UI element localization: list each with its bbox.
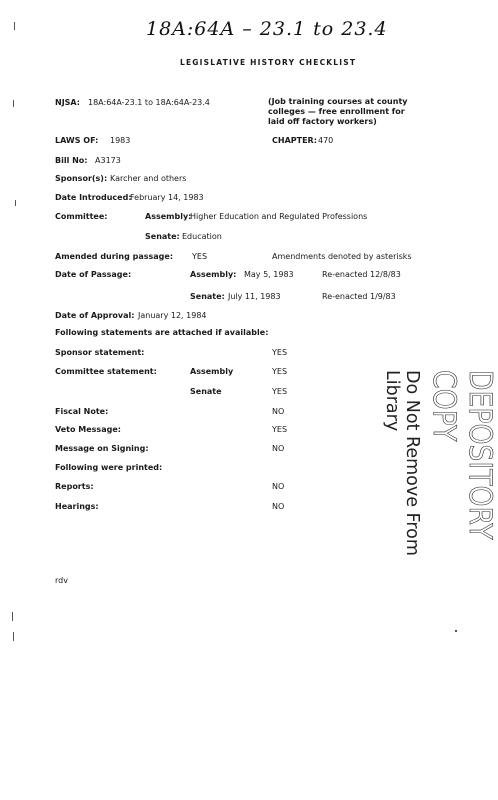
veto-message-value: YES	[272, 425, 288, 434]
page-title: LEGISLATIVE HISTORY CHECKLIST	[180, 58, 357, 67]
njsa-value: 18A:64A-23.1 to 18A:64A-23.4	[88, 98, 210, 107]
veto-message-label: Veto Message:	[55, 425, 121, 434]
scan-mark	[15, 200, 16, 206]
passage-label: Date of Passage:	[55, 270, 132, 279]
signing-message-label: Message on Signing:	[55, 444, 149, 453]
signing-message-value: NO	[272, 444, 285, 453]
njsa-description: (Job training courses at county colleges — free enrollment for laid off factory workers)	[268, 97, 408, 126]
laws-of-value: 1983	[110, 136, 131, 145]
njsa-label: NJSA:	[55, 98, 80, 107]
committee-label: Committee:	[55, 212, 108, 221]
committee-statement-assembly-value: YES	[272, 367, 288, 376]
hearings-label: Hearings:	[55, 502, 99, 511]
scan-mark	[13, 632, 14, 641]
approval-label: Date of Approval:	[55, 311, 135, 320]
committee-assembly-label: Assembly:	[145, 212, 192, 221]
date-introduced-label: Date Introduced:	[55, 193, 132, 202]
depository-stamp	[382, 370, 498, 580]
passage-assembly-value: May 5, 1983	[244, 270, 294, 279]
passage-senate-value: July 11, 1983	[228, 292, 281, 301]
scan-mark	[14, 22, 15, 30]
committee-statement-assembly-label: Assembly	[190, 367, 234, 376]
amended-value: YES	[192, 252, 208, 261]
laws-of-label: LAWS OF:	[55, 136, 99, 145]
bill-no-label: Bill No:	[55, 156, 88, 165]
amended-note: Amendments denoted by asterisks	[272, 252, 412, 261]
passage-senate-label: Senate:	[190, 292, 225, 301]
sponsors-label: Sponsor(s):	[55, 174, 108, 183]
sponsor-statement-label: Sponsor statement:	[55, 348, 145, 357]
scan-mark	[13, 100, 14, 107]
printed-heading: Following were printed:	[55, 463, 163, 472]
fiscal-note-value: NO	[272, 407, 285, 416]
committee-statement-senate-value: YES	[272, 387, 288, 396]
passage-senate-note: Re-enacted 1/9/83	[322, 292, 396, 301]
sponsor-statement-value: YES	[272, 348, 288, 357]
sponsors-value: Karcher and others	[110, 174, 187, 183]
amended-label: Amended during passage:	[55, 252, 174, 261]
reports-label: Reports:	[55, 482, 94, 491]
committee-senate-label: Senate:	[145, 232, 180, 241]
date-introduced-value: February 14, 1983	[130, 193, 204, 202]
passage-assembly-note: Re-enacted 12/8/83	[322, 270, 401, 279]
scan-mark	[12, 612, 13, 621]
committee-senate-value: Education	[182, 232, 222, 241]
passage-assembly-label: Assembly:	[190, 270, 237, 279]
committee-statement-senate-label: Senate	[190, 387, 222, 396]
committee-statement-label: Committee statement:	[55, 367, 157, 376]
chapter-value: 470	[318, 136, 334, 145]
reports-value: NO	[272, 482, 285, 491]
attached-heading: Following statements are attached if available:	[55, 328, 269, 337]
committee-assembly-value: Higher Education and Regulated Professions	[190, 212, 368, 221]
fiscal-note-label: Fiscal Note:	[55, 407, 109, 416]
scan-mark	[455, 630, 457, 632]
typist-initials: rdv	[55, 576, 68, 585]
handwritten-title: 18A:64A – 23.1 to 23.4	[146, 18, 388, 40]
approval-value: January 12, 1984	[138, 311, 207, 320]
chapter-label: CHAPTER:	[272, 136, 317, 145]
hearings-value: NO	[272, 502, 285, 511]
bill-no-value: A3173	[95, 156, 121, 165]
stamp-line-2: Do Not Remove From Library	[382, 370, 422, 556]
stamp-line-1: DEPOSITORY COPY	[426, 370, 498, 540]
